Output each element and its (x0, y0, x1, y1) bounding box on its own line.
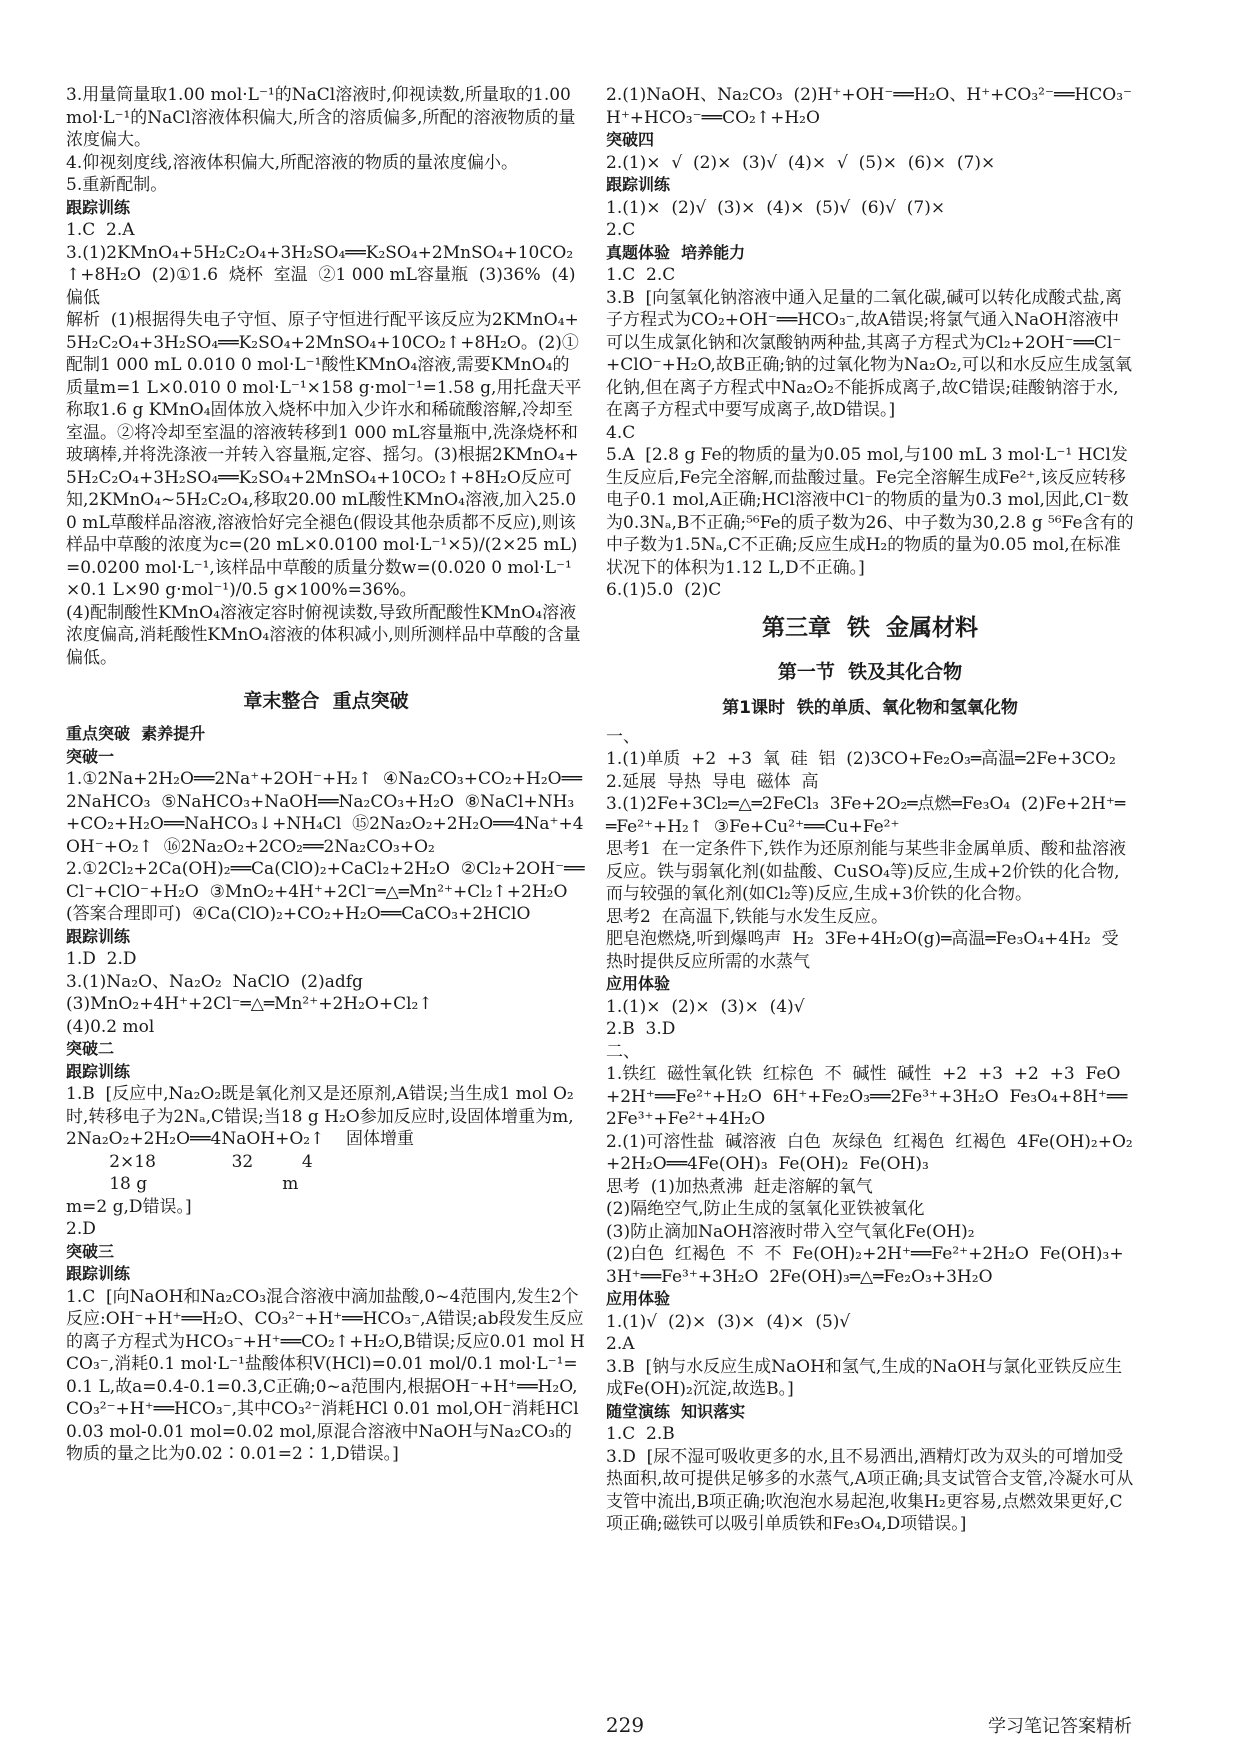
answer-paragraph: 4.C (606, 422, 636, 443)
answer-paragraph: 思考2 在高温下,铁能与水发生反应。 (606, 906, 889, 927)
footer-label: 学习笔记答案精析 (988, 1716, 1132, 1737)
section-heading: 跟踪训练 (66, 1061, 131, 1081)
answer-paragraph: 一、 (606, 726, 640, 747)
section-heading: 突破四 (606, 130, 655, 149)
answer-paragraph: 3.B [钠与水反应生成NaOH和氢气,生成的NaOH与氯化亚铁反应生成Fe(OH)₂沉淀,故选B。] (606, 1356, 1123, 1399)
section-heading: 突破三 (66, 1241, 115, 1261)
answer-paragraph: m=2 g,D错误。] (66, 1196, 192, 1217)
answer-paragraph: 2×18 32 4 (66, 1151, 313, 1172)
answer-paragraph: 2.C (606, 220, 636, 240)
answer-paragraph: 2.D (66, 1219, 96, 1239)
answer-paragraph: (3)防止滴加NaOH溶液时带入空气氧化Fe(OH)₂ (606, 1221, 975, 1242)
chapter-title: 第三章 铁 金属材料 (761, 614, 979, 641)
right-column (606, 84, 1143, 1536)
answer-paragraph: 1.(1)√ (2)× (3)× (4)× (5)√ (606, 1311, 851, 1332)
section-heading: 重点突破 素养提升 (66, 724, 206, 743)
answer-paragraph: 1.铁红 磁性氧化铁 红棕色 不 碱性 碱性 +2 +3 +2 +3 FeO+2H⁺══Fe²⁺+H₂O 6H⁺+Fe₂O₃══2Fe³⁺+3H₂O Fe₃O₄+8H⁺══2Fe³⁺+Fe²⁺+4H₂O (606, 1064, 1128, 1129)
chapter-review-heading: 章末整合 重点突破 (243, 690, 409, 712)
answer-paragraph: 1.B [反应中,Na₂O₂既是氧化剂又是还原剂,A错误;当生成1 mol O₂时,转移电子为2Nₐ,C错误;当18 g H₂O参加反应时,设固体增重为m, (66, 1084, 574, 1127)
answer-paragraph: 2.A (606, 1334, 635, 1354)
lesson-title: 第1课时 铁的单质、氧化物和氢氧化物 (722, 697, 1018, 718)
answer-paragraph: 1.(1)× (2)× (3)× (4)√ (606, 996, 805, 1017)
section-heading: 应用体验 (606, 1289, 671, 1308)
answer-paragraph: 5.重新配制。 (66, 175, 168, 195)
answer-paragraph: 2Na₂O₂+2H₂O══4NaOH+O₂↑ 固体增重 (66, 1129, 414, 1149)
answer-paragraph: 1.C 2.B (606, 1424, 675, 1444)
section-heading: 真题体验 培养能力 (606, 242, 746, 262)
answer-paragraph: 1.①2Na+2H₂O══2Na⁺+2OH⁻+H₂↑ ④Na₂CO₃+CO₂+H₂O══2NaHCO₃ ⑤NaHCO₃+NaOH══Na₂CO₃+H₂O ⑧NaCl+NH₃+CO₂+H₂O══NaHCO₃↓+NH₄Cl ⑮2Na₂O₂+2H₂O══4Na⁺+4OH⁻+O₂↑ ⑯2Na₂O₂+2CO₂══2Na₂CO₃+O₂ (66, 769, 584, 857)
page-number: 229 (605, 1713, 645, 1737)
answer-paragraph: 3.B [向氢氧化钠溶液中通入足量的二氧化碳,碱可以转化成酸式盐,离子方程式为CO₂+OH⁻══HCO₃⁻,故A错误;将氯气通入NaOH溶液中可以生成氯化钠和次氯酸钠两种盐,其离子方程式为Cl₂+2OH⁻══Cl⁻+ClO⁻+H₂O,故B正确;钠的过氧化物为Na₂O₂,可以和水反应生成氢氧化钠,但在离子方程式中Na₂O₂不能拆成离子,故C错误;硅酸钠溶于水,在离子方程式中要写成离子,故D错误。] (606, 287, 1133, 420)
answer-paragraph: 3.D [尿不湿可吸收更多的水,且不易洒出,酒精灯改为双头的可增加受热面积,故可提供足够多的水蒸气,A项正确;具支试管合支管,冷凝水可从支管中流出,B项正确;吹泡泡水易起泡,收集H₂更容易,点燃效果更好,C项正确;磁铁可以吸引单质铁和Fe₃O₄,D项错误。] (606, 1446, 1134, 1534)
section-heading: 突破一 (66, 746, 115, 766)
answer-paragraph: 3.(1)2Fe+3Cl₂═△═2FeCl₃ 3Fe+2O₂═点燃═Fe₃O₄ (2)Fe+2H⁺══Fe²⁺+H₂↑ ③Fe+Cu²⁺══Cu+Fe²⁺ (606, 794, 1126, 837)
answer-paragraph: 2.(1)可溶性盐 碱溶液 白色 灰绿色 红褐色 红褐色 4Fe(OH)₂+O₂+2H₂O══4Fe(OH)₃ Fe(OH)₂ Fe(OH)₃ (606, 1131, 1133, 1174)
answer-paragraph: (4)配制酸性KMnO₄溶液定容时俯视读数,导致所配酸性KMnO₄溶液浓度偏高,消耗酸性KMnO₄溶液的体积减小,则所测样品中草酸的含量偏低。 (66, 602, 581, 668)
section-heading: 跟踪训练 (66, 197, 131, 217)
section-heading: 跟踪训练 (606, 175, 671, 194)
answer-paragraph: 2.(1)NaOH、Na₂CO₃ (2)H⁺+OH⁻══H₂O、H⁺+CO₃²⁻══HCO₃⁻ H⁺+HCO₃⁻══CO₂↑+H₂O (606, 85, 1143, 128)
answer-paragraph: 解析 (1)根据得失电子守恒、原子守恒进行配平该反应为2KMnO₄+5H₂C₂O₄+3H₂SO₄══K₂SO₄+2MnSO₄+10CO₂↑+8H₂O。(2)①配制1 000 mL 0.010 0 mol·L⁻¹酸性KMnO₄溶液,需要KMnO₄的质量m=1 L×0.010 0 mol·L⁻¹×158 g·mol⁻¹=1.58 g,用托盘天平称取1.6 g KMnO₄固体放入烧杯中加入少许水和稀硫酸溶解,冷却至室温。②将冷却至室温的溶液转移到1 000 mL容量瓶中,洗涤烧杯和玻璃棒,并将洗涤液一并转入容量瓶,定容、摇匀。(3)根据2KMnO₄+5H₂C₂O₄+3H₂SO₄══K₂SO₄+2MnSO₄+10CO₂↑+8H₂O反应可知,2KMnO₄~5H₂C₂O₄,移取20.00 mL酸性KMnO₄溶液,加入25.00 mL草酸样品溶液,溶液恰好完全褪色(假设其他杂质都不反应),则该样品中草酸的浓度为c=(20 mL×0.0100 mol·L⁻¹×5)/(2×25 mL)=0.0200 mol·L⁻¹,该样品中草酸的质量分数w=(0.020 0 mol·L⁻¹×0.1 L×90 g·mol⁻¹)/0.5 g×100%=36%。 (66, 310, 582, 600)
section-title: 第一节 铁及其化合物 (777, 660, 963, 683)
answer-paragraph: 18 g m (66, 1174, 299, 1194)
answer-paragraph: 4.仰视刻度线,溶液体积偏大,所配溶液的物质的量浓度偏小。 (66, 152, 519, 173)
answer-paragraph: 1.D 2.D (66, 949, 137, 969)
answer-paragraph: 1.C 2.C (606, 265, 676, 285)
answer-paragraph: 1.C 2.A (66, 220, 135, 240)
answer-paragraph: (4)0.2 mol (66, 1016, 155, 1037)
section-heading: 跟踪训练 (66, 926, 131, 946)
answer-paragraph: 1.(1)单质 +2 +3 氧 硅 铝 (2)3CO+Fe₂O₃═高温═2Fe+3CO₂ (606, 749, 1116, 769)
section-heading: 随堂演练 知识落实 (606, 1401, 746, 1421)
answer-paragraph: 二、 (606, 1041, 640, 1062)
answer-paragraph: (2)隔绝空气,防止生成的氢氧化亚铁被氧化 (606, 1199, 925, 1219)
section-heading: 突破二 (66, 1039, 115, 1058)
answer-paragraph: 5.A [2.8 g Fe的物质的量为0.05 mol,与100 mL 3 mol·L⁻¹ HCl发生反应后,Fe完全溶解,而盐酸过量。Fe完全溶解生成Fe²⁺,该反应转移电子0.1 mol,A正确;HCl溶液中Cl⁻的物质的量为0.3 mol,因此,Cl⁻数为0.3Nₐ,B不正确;⁵⁶Fe的质子数为26、中子数为30,2.8 g ⁵⁶Fe含有的中子数为1.5Nₐ,C不正确;反应生成H₂的物质的量为0.05 mol,在标准状况下的体积为1.12 L,D不正确。] (606, 445, 1134, 578)
answer-paragraph: (2)白色 红褐色 不 不 Fe(OH)₂+2H⁺══Fe²⁺+2H₂O Fe(OH)₃+3H⁺══Fe³⁺+3H₂O 2Fe(OH)₃═△═Fe₂O₃+3H₂O (606, 1244, 1124, 1287)
left-column (66, 84, 586, 1466)
answer-paragraph: 1.(1)× (2)√ (3)× (4)× (5)√ (6)√ (7)× (606, 197, 946, 218)
answer-paragraph: (3)MnO₂+4H⁺+2Cl⁻═△═Mn²⁺+2H₂O+Cl₂↑ (66, 994, 433, 1014)
answer-paragraph: 3.(1)Na₂O、Na₂O₂ NaClO (2)adfg (66, 971, 363, 992)
answer-paragraph: 1.C [向NaOH和Na₂CO₃混合溶液中滴加盐酸,0~4范围内,发生2个反应:OH⁻+H⁺══H₂O、CO₃²⁻+H⁺══HCO₃⁻,A错误;ab段发生反应的离子方程式为HCO₃⁻+H⁺══CO₂↑+H₂O,B错误;反应0.01 mol HCO₃⁻,消耗0.1 mol·L⁻¹盐酸体积V(HCl)=0.01 mol/0.1 mol·L⁻¹=0.1 L,故a=0.4-0.1=0.3,C正确;0~a范围内,根据OH⁻+H⁺══H₂O,CO₃²⁻+H⁺══HCO₃⁻,其中CO₃²⁻消耗HCl 0.01 mol,OH⁻消耗HCl 0.03 mol-0.01 mol=0.02 mol,原混合溶液中NaOH与Na₂CO₃的物质的量之比为0.02∶0.01=2∶1,D错误。] (66, 1286, 585, 1464)
answer-paragraph: 2.(1)× √ (2)× (3)√ (4)× √ (5)× (6)× (7)× (606, 152, 996, 173)
answer-paragraph: 3.用量筒量取1.00 mol·L⁻¹的NaCl溶液时,仰视读数,所量取的1.00 mol·L⁻¹的NaCl溶液体积偏大,所含的溶质偏多,所配的溶液物质的量浓度偏大。 (66, 85, 577, 150)
answer-paragraph: 6.(1)5.0 (2)C (606, 580, 722, 600)
answer-paragraph: 2.①2Cl₂+2Ca(OH)₂══Ca(ClO)₂+CaCl₂+2H₂O ②Cl₂+2OH⁻══Cl⁻+ClO⁻+H₂O ③MnO₂+4H⁺+2Cl⁻═△═Mn²⁺+Cl₂↑+2H₂O(答案合理即可) ④Ca(ClO)₂+CO₂+H₂O══CaCO₃+2HClO (66, 859, 585, 924)
section-heading: 应用体验 (606, 974, 671, 993)
answer-paragraph: 思考1 在一定条件下,铁作为还原剂能与某些非金属单质、酸和盐溶液反应。铁与弱氧化剂(如盐酸、CuSO₄等)反应,生成+2价铁的化合物,而与较强的氧化剂(如Cl₂等)反应,生成+3价铁的化合物。 (606, 839, 1127, 904)
answer-paragraph: 思考 (1)加热煮沸 赶走溶解的氧气 (606, 1176, 873, 1197)
answer-paragraph: 肥皂泡燃烧,听到爆鸣声 H₂ 3Fe+4H₂O(g)═高温═Fe₃O₄+4H₂ 受热时提供反应所需的水蒸气 (606, 929, 1119, 972)
section-heading: 跟踪训练 (66, 1264, 131, 1283)
answer-paragraph: 3.(1)2KMnO₄+5H₂C₂O₄+3H₂SO₄══K₂SO₄+2MnSO₄+10CO₂↑+8H₂O (2)①1.6 烧杯 室温 ②1 000 mL容量瓶 (3)36% (4)偏低 (66, 242, 576, 308)
answer-paragraph: 2.B 3.D (606, 1019, 676, 1039)
answer-paragraph: 2.延展 导热 导电 磁体 高 (606, 771, 819, 792)
